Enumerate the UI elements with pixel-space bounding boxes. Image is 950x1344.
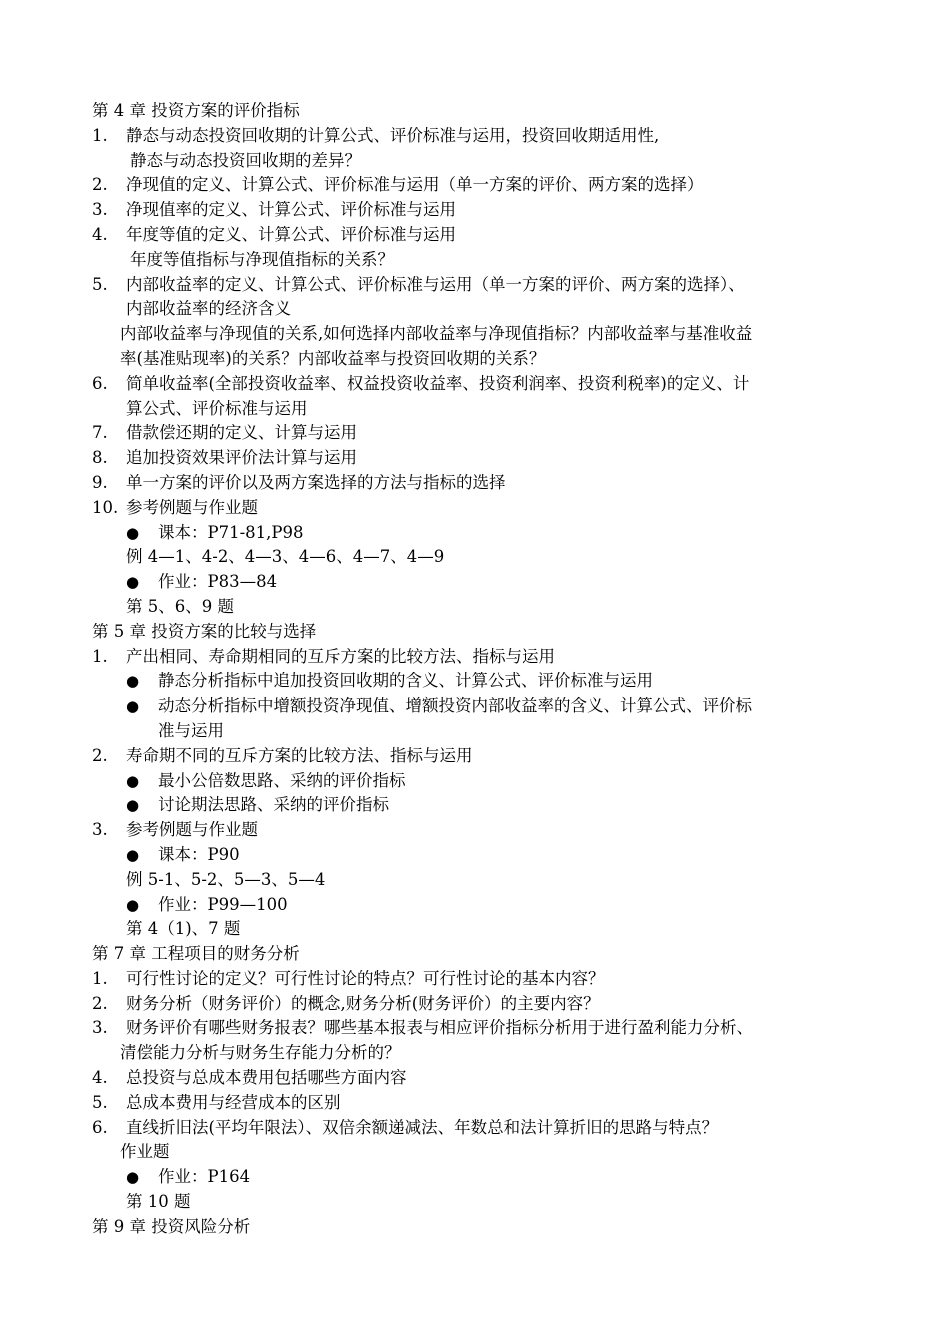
bullet-item [92, 793, 872, 818]
list-item [92, 198, 872, 223]
list-item [92, 223, 872, 248]
item-text: 产出相同、寿命期相同的互斥方案的比较方法、指标与运用 [126, 646, 555, 666]
item-text: 总成本费用与经营成本的区别 [126, 1092, 341, 1112]
item-number: 3. [92, 820, 108, 840]
bullet-icon: ● [126, 523, 140, 542]
chapter-4-title: 第 4 章 投资方案的评价指标 [92, 101, 300, 120]
item-text: 寿命期不同的互斥方案的比较方法、指标与运用 [126, 745, 473, 765]
item-number: 4. [92, 1068, 108, 1088]
item-continuation: 静态与动态投资回收期的差异？ [130, 150, 361, 170]
bullet-item [92, 521, 872, 546]
item-text: 财务评价有哪些财务报表？哪些基本报表与相应评价指标分析用于进行盈利能力分析、 [126, 1018, 753, 1038]
item-text: 单一方案的评价以及两方案选择的方法与指标的选择 [126, 472, 506, 492]
problems-line: 第 10 题 [126, 1192, 191, 1212]
item-text: 年度等值的定义、计算公式、评价标准与运用 [126, 224, 456, 244]
list-item [92, 124, 872, 149]
item-number: 10. [92, 497, 119, 517]
list-item [92, 645, 872, 670]
item-text: 参考例题与作业题 [126, 497, 258, 517]
item-number: 6. [92, 1117, 108, 1137]
list-item [92, 967, 872, 992]
item-text: 可行性讨论的定义？可行性讨论的特点？可行性讨论的基本内容？ [126, 968, 605, 988]
bullet-item [92, 669, 872, 694]
bullet-icon: ● [126, 895, 140, 914]
bullet-text: 讨论期法思路、采纳的评价指标 [158, 795, 389, 815]
bullet-item [92, 694, 872, 719]
item-text: 净现值的定义、计算公式、评价标准与运用（单一方案的评价、两方案的选择） [126, 175, 704, 195]
item-number: 4. [92, 224, 108, 244]
list-item [92, 1116, 872, 1141]
item-text: 参考例题与作业题 [126, 820, 258, 840]
bullet-text: 作业：P83—84 [158, 572, 278, 592]
item-continuation: 内部收益率与净现值的关系,如何选择内部收益率与净现值指标？内部收益率与基准收益 [120, 324, 753, 344]
item-number: 1. [92, 968, 108, 988]
bullet-item [92, 1165, 872, 1190]
problems-line: 第 5、6、9 题 [126, 596, 234, 616]
item-number: 5. [92, 1092, 108, 1112]
bullet-text: 作业：P164 [158, 1167, 251, 1187]
list-item [92, 446, 872, 471]
list-item [92, 273, 872, 298]
item-number: 2. [92, 745, 108, 765]
item-continuation: 算公式、评价标准与运用 [126, 398, 308, 418]
bullet-icon: ● [126, 697, 140, 716]
bullet-continuation: 准与运用 [158, 720, 224, 740]
list-item [92, 1091, 872, 1116]
examples-line: 例 5-1、5-2、5—3、5—4 [126, 869, 326, 889]
item-continuation: 清偿能力分析与财务生存能力分析的？ [120, 1043, 401, 1063]
bullet-icon: ● [126, 573, 140, 592]
item-text: 总投资与总成本费用包括哪些方面内容 [126, 1068, 407, 1088]
item-number: 1. [92, 646, 108, 666]
item-number: 1. [92, 125, 108, 145]
item-number: 2. [92, 993, 108, 1013]
bullet-text: 动态分析指标中增额投资净现值、增额投资内部收益率的含义、计算公式、评价标 [158, 696, 752, 716]
list-item [92, 471, 872, 496]
problems-line: 第 4（1)、7 题 [126, 919, 241, 939]
bullet-text: 作业：P99—100 [158, 894, 288, 914]
list-item [92, 818, 872, 843]
list-item [92, 173, 872, 198]
homework-label: 作业题 [120, 1142, 170, 1162]
item-text: 静态与动态投资回收期的计算公式、评价标准与运用，投资回收期适用性, [126, 125, 660, 145]
list-item [92, 421, 872, 446]
item-text: 内部收益率的定义、计算公式、评价标准与运用（单一方案的评价、两方案的选择）、 [126, 274, 745, 294]
item-number: 8. [92, 448, 108, 468]
item-number: 2. [92, 175, 108, 195]
bullet-item [92, 843, 872, 868]
list-item [92, 496, 872, 521]
chapter-5-title: 第 5 章 投资方案的比较与选择 [92, 621, 317, 641]
item-text: 直线折旧法(平均年限法）、双倍余额递减法、年数总和法计算折旧的思路与特点？ [126, 1117, 719, 1137]
bullet-icon: ● [126, 771, 140, 790]
bullet-text: 静态分析指标中追加投资回收期的含义、计算公式、评价标准与运用 [158, 671, 653, 691]
item-continuation: 内部收益率的经济含义 [126, 299, 291, 319]
bullet-icon: ● [126, 796, 140, 815]
list-item [92, 992, 872, 1017]
item-number: 5. [92, 274, 108, 294]
chapter-9-title: 第 9 章 投资风险分析 [92, 1216, 251, 1236]
bullet-text: 课本：P90 [158, 844, 240, 864]
bullet-icon: ● [126, 845, 140, 864]
item-text: 借款偿还期的定义、计算与运用 [126, 423, 357, 443]
item-number: 3. [92, 200, 108, 220]
item-number: 7. [92, 423, 108, 443]
item-text: 财务分析（财务评价）的概念,财务分析(财务评价）的主要内容？ [126, 993, 600, 1013]
bullet-item [92, 570, 872, 595]
list-item [92, 1066, 872, 1091]
list-item [92, 744, 872, 769]
bullet-text: 最小公倍数思路、采纳的评价指标 [158, 770, 406, 790]
bullet-icon: ● [126, 672, 140, 691]
item-continuation: 率(基准贴现率)的关系？内部收益率与投资回收期的关系？ [120, 348, 546, 368]
item-number: 9. [92, 472, 108, 492]
examples-line: 例 4—1、4-2、4—3、4—6、4—7、4—9 [126, 547, 445, 567]
list-item [92, 372, 872, 397]
item-number: 6. [92, 373, 108, 393]
item-continuation: 年度等值指标与净现值指标的关系？ [130, 249, 394, 269]
item-number: 3. [92, 1018, 108, 1038]
list-item [92, 1016, 872, 1041]
bullet-text: 课本：P71-81,P98 [158, 522, 304, 542]
item-text: 净现值率的定义、计算公式、评价标准与运用 [126, 200, 456, 220]
bullet-item [92, 769, 872, 794]
document-body [92, 99, 872, 1240]
item-text: 简单收益率(全部投资收益率、权益投资收益率、投资利润率、投资利税率)的定义、计 [126, 373, 750, 393]
item-text: 追加投资效果评价法计算与运用 [126, 448, 357, 468]
chapter-7-title: 第 7 章 工程项目的财务分析 [92, 944, 300, 964]
bullet-icon: ● [126, 1168, 140, 1187]
bullet-item [92, 893, 872, 918]
